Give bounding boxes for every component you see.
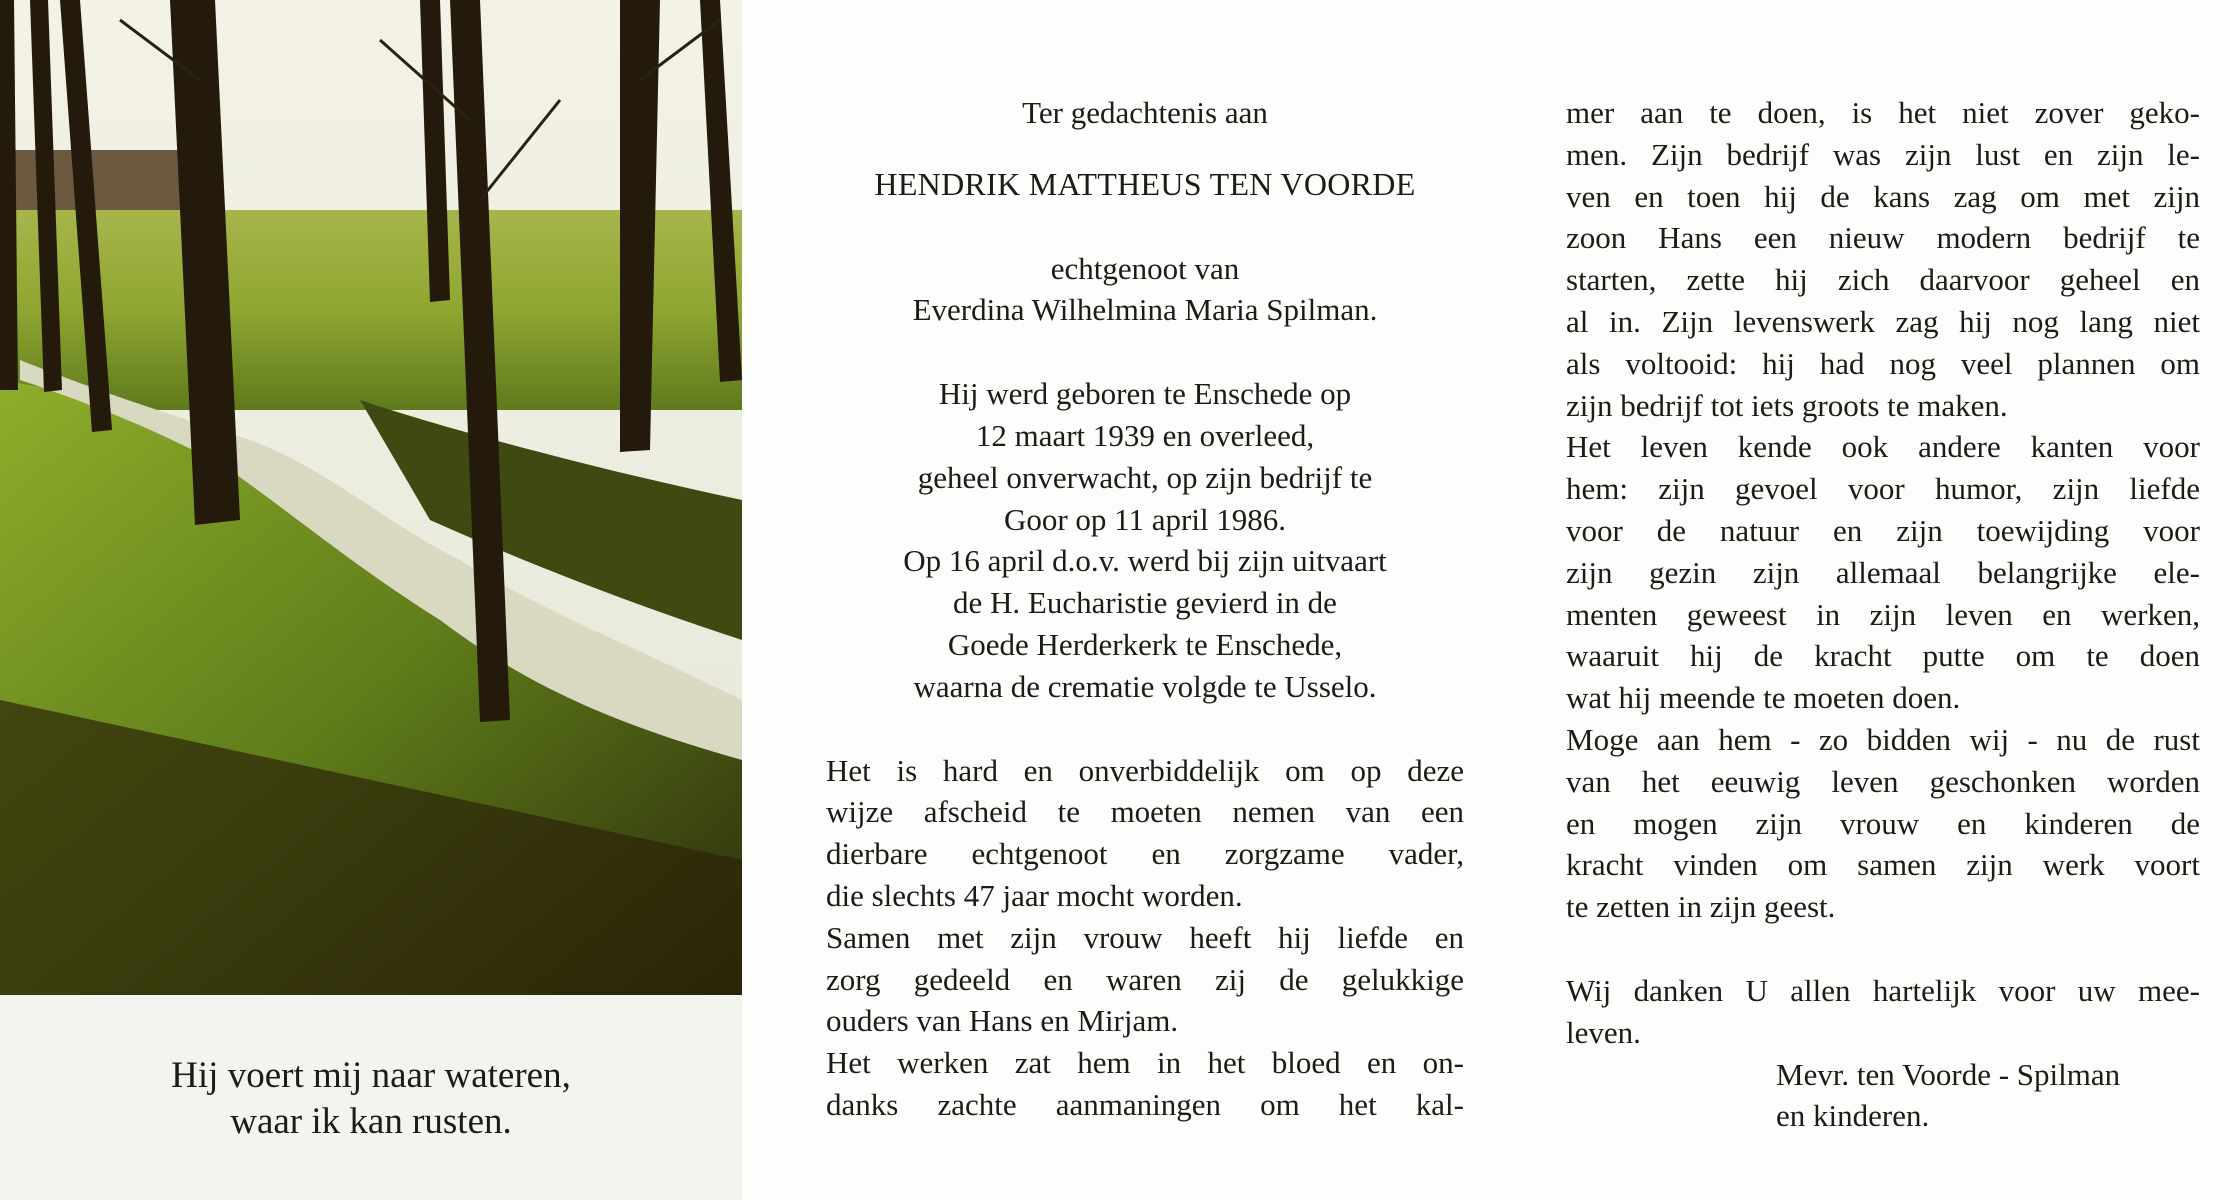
text-line: wijze afscheid te moeten nemen van een [826,794,1464,830]
text-line: zijn gezin zijn allemaal belangrijke ele- [1566,554,2200,590]
middle-paragraphs [826,750,1464,1126]
text-line: zoon Hans een nieuw modern bedrijf te [1566,220,2200,256]
text-line: zijn bedrijf tot iets groots te maken. [1566,387,2008,423]
text-line: Hij werd geboren te Enschede op [938,376,1352,412]
text-line: kracht vinden om samen zijn werk voort [1566,847,2200,883]
text-line: ouders van Hans en Mirjam. [826,1003,1179,1039]
text-line: dierbare echtgenoot en zorgzame vader, [826,836,1464,872]
signature-line: en kinderen. [1776,1098,1930,1134]
text-line: Het leven kende ook andere kanten voor [1566,429,2200,465]
text-line: wat hij meende te moeten doen. [1566,680,1961,716]
text-line: Goor op 11 april 1986. [1003,501,1287,537]
text-line: die slechts 47 jaar mocht worden. [826,877,1243,913]
text-line: geheel onverwacht, op zijn bedrijf te [917,459,1373,495]
text-line: waarna de crematie volgde te Usselo. [913,668,1377,704]
right-column [1566,92,2200,1137]
caption-line: waar ik kan rusten. [230,1101,512,1142]
text-line: Wij danken U allen hartelijk voor uw mee- [1566,972,2200,1008]
thanks-paragraph [1566,970,2200,1054]
text-line: Het is hard en onverbiddelijk om op deze [826,752,1464,788]
text-line: hem: zijn gevoel voor humor, zijn liefde [1566,471,2200,507]
caption-line: Hij voert mij naar wateren, [171,1055,571,1096]
text-line: Goede Herderkerk te Enschede, [947,626,1343,662]
text-line: Moge aan hem - zo bidden wij - nu de rust [1566,721,2200,757]
text-line: en mogen zijn vrouw en kinderen de [1566,805,2200,841]
text-line: leven. [1566,1014,1641,1050]
landscape-photo [0,0,742,995]
middle-column [826,92,1464,1126]
spouse-intro: echtgenoot van [1050,250,1240,286]
heading: Ter gedachtenis aan [1022,95,1268,130]
text-line: de H. Eucharistie gevierd in de [953,585,1337,621]
text-line: 12 maart 1939 en overleed, [975,417,1315,453]
text-line: zorg gedeeld en waren zij de gelukkige [826,961,1464,997]
signature-line: Mevr. ten Voorde - Spilman [1776,1056,2121,1092]
spouse-name: Everdina Wilhelmina Maria Spilman. [912,292,1378,328]
text-line: voor de natuur en zijn toewijding voor [1566,512,2200,548]
text-line: starten, zette hij zich daarvoor geheel en [1566,262,2200,298]
text-line: Op 16 april d.o.v. werd bij zijn uitvaart [903,543,1387,579]
text-line: ven en toen hij de kans zag om met zijn [1566,178,2200,214]
text-line: danks zachte aanmaningen om het kal- [826,1086,1464,1122]
text-line: als voltooid: hij had nog veel plannen om [1566,345,2200,381]
life-facts [826,373,1464,707]
right-paragraphs [1566,92,2200,928]
photo-caption [0,995,742,1200]
text-line: te zetten in zijn geest. [1566,889,1836,925]
text-line: van het eeuwig leven geschonken worden [1566,763,2200,799]
text-line: Samen met zijn vrouw heeft hij liefde en [826,919,1464,955]
text-line: al in. Zijn levenswerk zag hij nog lang niet [1566,303,2200,339]
text-line: mer aan te doen, is het niet zover geko- [1566,95,2200,130]
text-line: waaruit hij de kracht putte om te doen [1566,638,2200,674]
text-line: Het werken zat hem in het bloed en on- [826,1045,1464,1081]
deceased-name: HENDRIK MATTHEUS TEN VOORDE [874,165,1416,202]
text-line: men. Zijn bedrijf was zijn lust en zijn le- [1566,136,2200,172]
text-line: menten geweest in zijn leven en werken, [1566,596,2200,632]
